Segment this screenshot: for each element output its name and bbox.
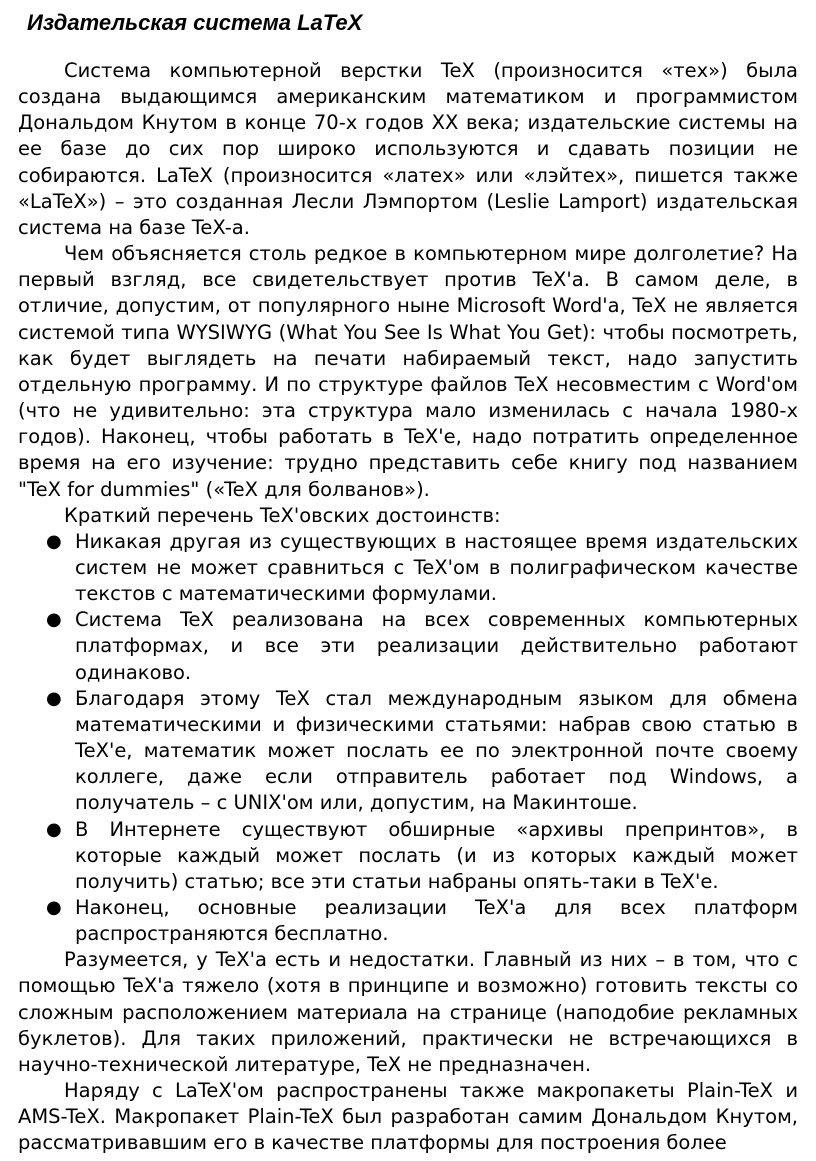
- list-item-text: Никакая другая из существующих в настоящее время издательских систем не может сравниться с TeX'ом в полиграфическом качестве текстов с математическими формулами.: [75, 529, 798, 606]
- bullet-icon: ●: [46, 897, 62, 918]
- list-item-text: Система TeX реализована на всех современных компьютерных платформах, и все эти реализации действительно работают одинаково.: [75, 608, 798, 684]
- paragraph-advantages-heading: Краткий перечень TeX'овских достоинств:: [64, 503, 501, 527]
- list-item-text: Наконец, основные реализации TeX'а для всех платформ распространяются бесплатно.: [75, 896, 798, 946]
- list-item: [18, 895, 798, 947]
- document-title: Издательская система LaTeX: [27, 10, 363, 35]
- bullet-icon: ●: [46, 609, 62, 631]
- bullet-icon: ●: [46, 687, 62, 709]
- list-item: [18, 686, 798, 817]
- paragraph-macropackages: Наряду с LaTeX'ом распространены также макропакеты Plain-TeX и AMS-TeX. Макропакет Plain-TeX был разработан самим Дональдом Кнутом, рассматривавшим его в качестве платформы для построения более: [18, 1079, 798, 1155]
- paragraph-tex-intro: Система компьютерной верстки TeX (произносится «тех») была создана выдающимся американским математиком и программистом Дональдом Кнутом в конце 70-х годов XX века; издательские системы на ее базе до сих пор широко используются и сдавать позиции не собираются. LaTeX (произносится «латех» или «лэйтех», пишется также «LaTeX») – это созданная Лесли Лэмпортом (Leslie Lamport) издательская система на базе TeX-а.: [18, 59, 798, 239]
- list-item-text: Благодаря этому TeX стал международным языком для обмена математическими и физическими статьями: набрав свою статью в TeX'е, математик может послать ее по электронной почте своему коллеге, даже если отправитель работает под Windows, а получатель – с UNIX'ом или, допустим, на Макинтоше.: [75, 686, 798, 815]
- list-item: [18, 817, 798, 895]
- paragraph-drawbacks: Разумеется, у TeX'а есть и недостатки. Главный из них – в том, что с помощью TeX'а тяжело (хотя в принципе и возможно) готовить тексты со сложным расположением материала на странице (наподобие рекламных буклетов). Для таких приложений, практически не встречающихся в научно-технической литературе, TeX не предназначен.: [18, 948, 798, 1076]
- document-body: [18, 58, 798, 1157]
- list-item: [18, 529, 798, 607]
- list-item: [18, 607, 798, 685]
- bullet-icon: ●: [46, 818, 62, 840]
- paragraph-longevity: Чем объясняется столь редкое в компьютерном мире долголетие? На первый взгляд, все свидетельствует против TeX'а. В самом деле, в отличие, допустим, от популярного ныне Microsoft Word'а, TeX не является системой типа WYSIWYG (What You See Is What You Get): чтобы посмотреть, как будет выглядеть на печати набираемый текст, надо запустить отдельную программу. И по структуре файлов TeX несовместим с Word'ом (что не удивительно: эта структура мало изменилась с начала 1980-х годов). Наконец, чтобы работать в TeX'е, надо потратить определенное время на его изучение: трудно представить себе книгу под названием "TeX for dummies" («TeX для болванов»).: [18, 242, 798, 501]
- advantages-list: [18, 529, 798, 948]
- bullet-icon: ●: [46, 530, 62, 552]
- list-item-text: В Интернете существуют обширные «архивы препринтов», в которые каждый может послать (и из которых каждый может получить) статью; все эти статьи набраны опять-таки в TeX'е.: [75, 817, 798, 893]
